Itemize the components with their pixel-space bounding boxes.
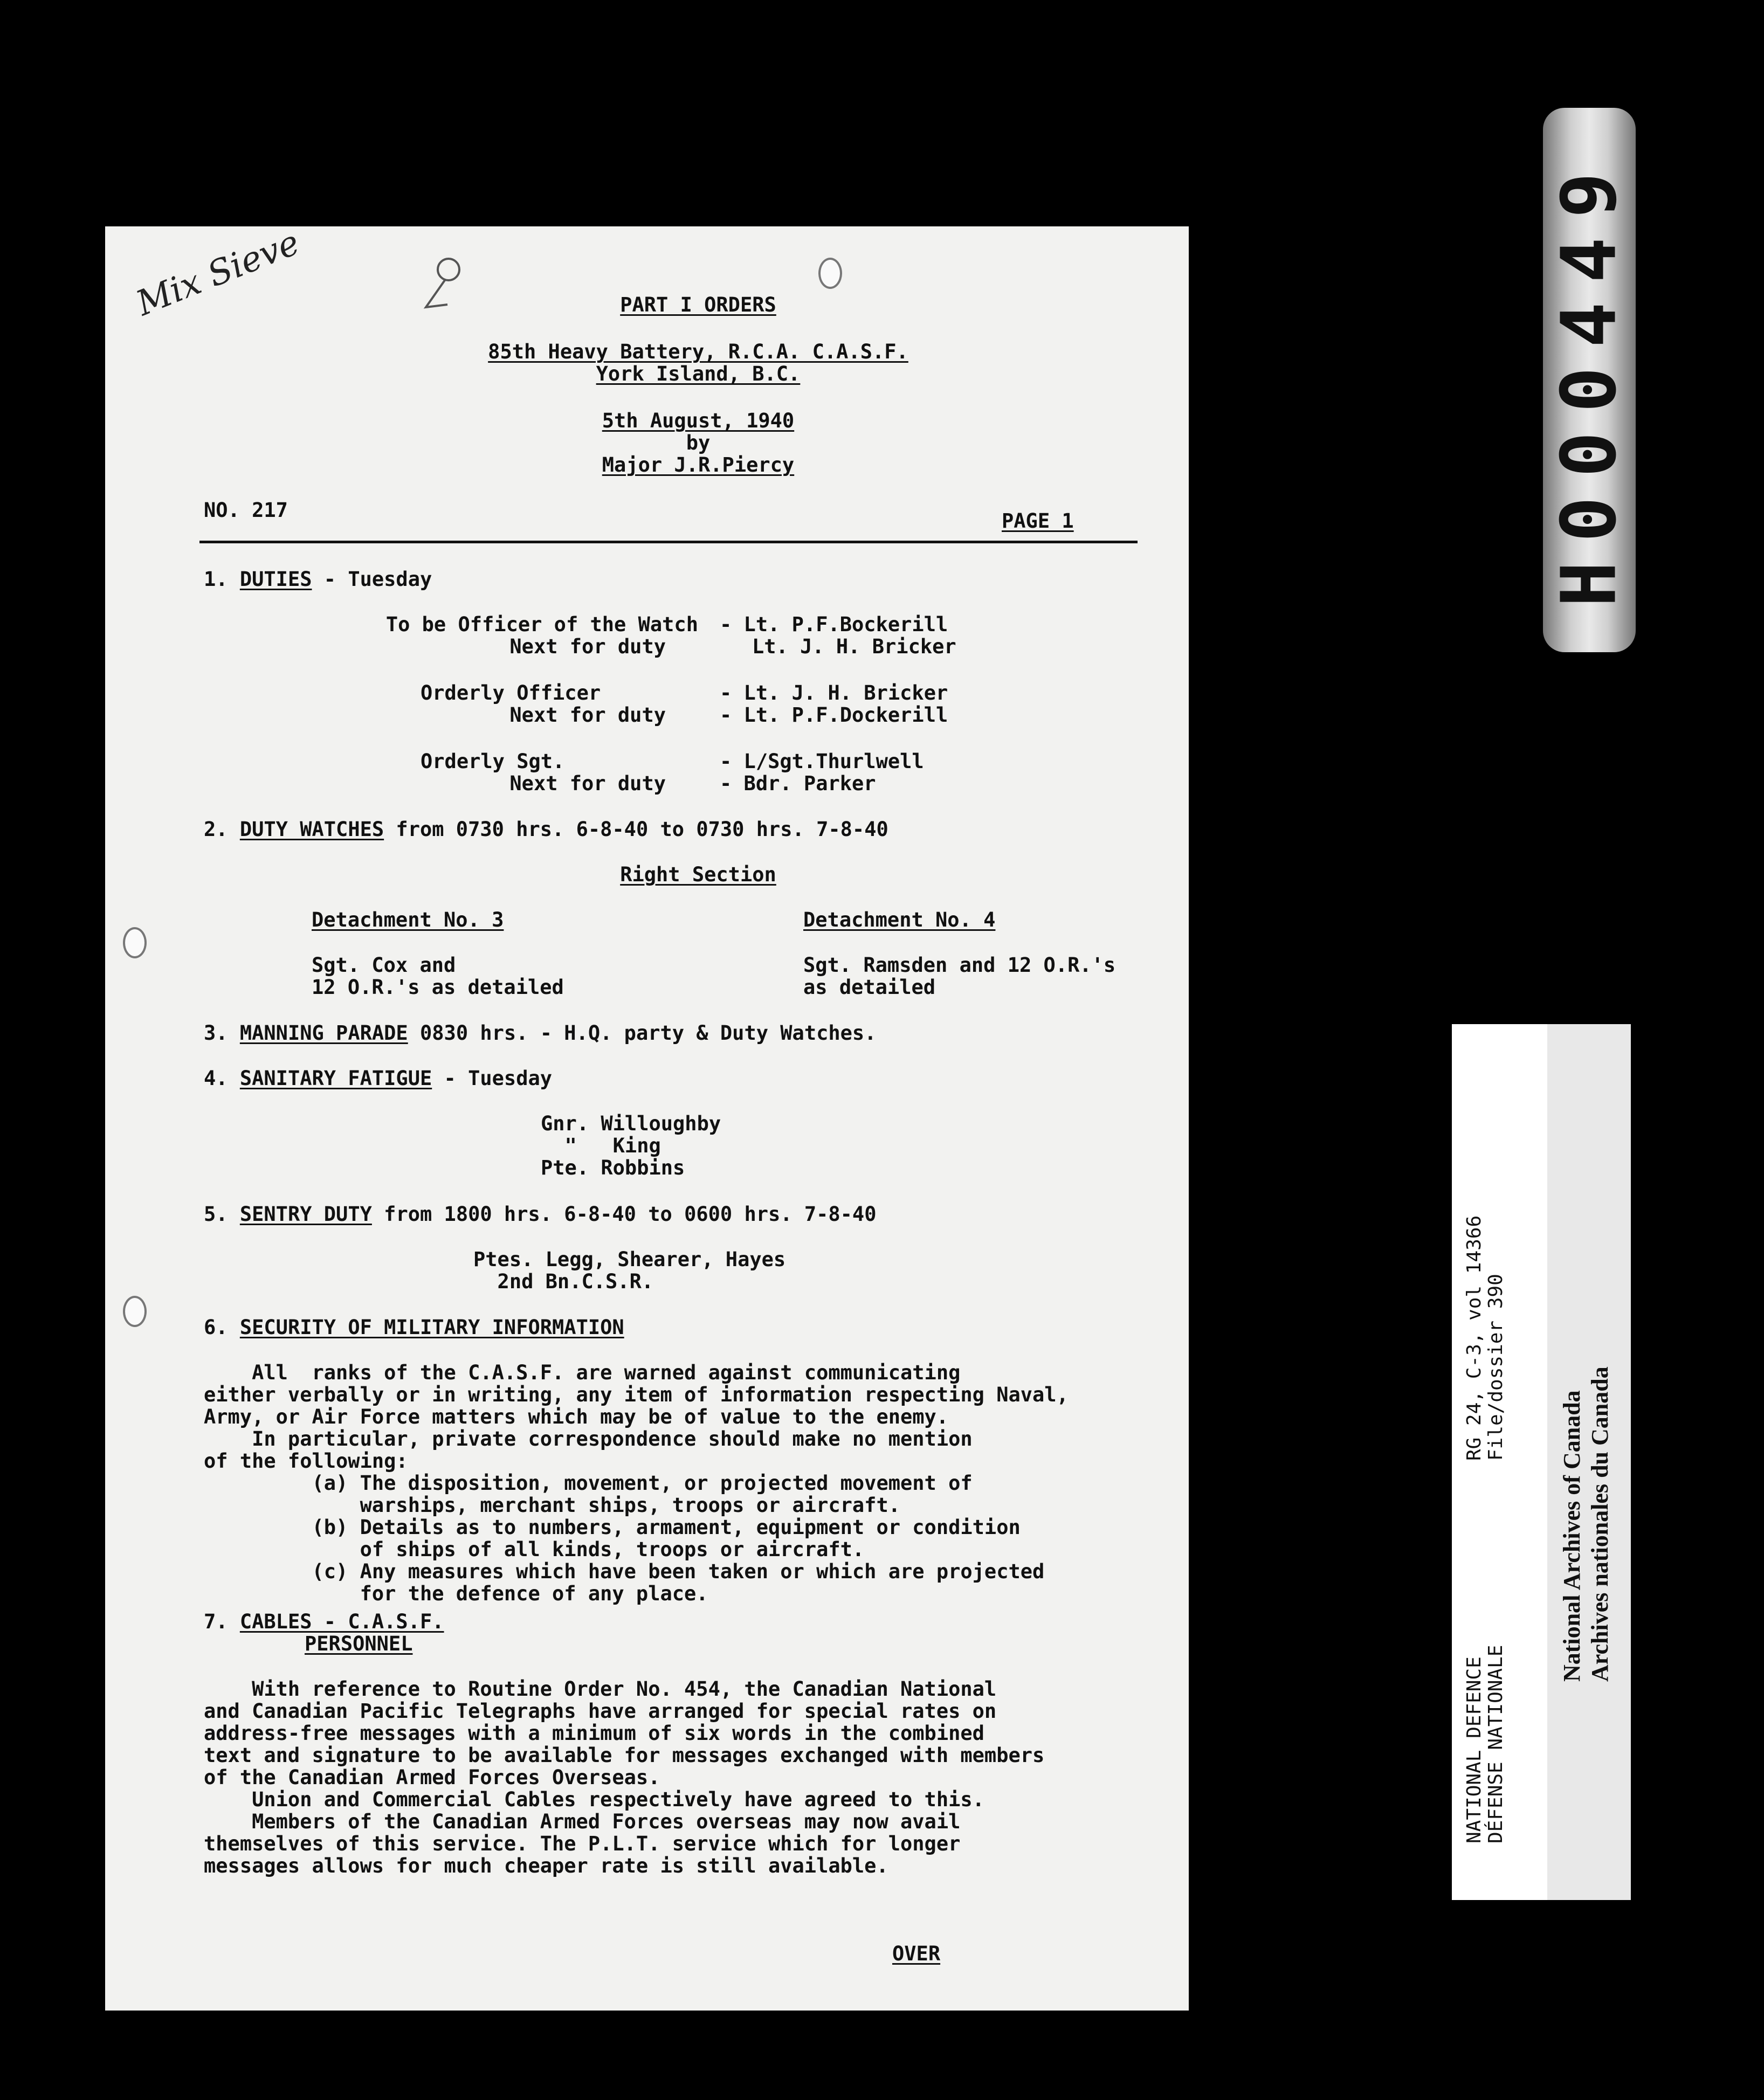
duty-role: Next for duty [509,635,666,658]
orders-title: PART I ORDERS [620,293,776,316]
sentry-names: Ptes. Legg, Shearer, Hayes 2nd Bn.C.S.R. [473,1248,786,1293]
item-duties-heading: 1. DUTIES - Tuesday [204,568,432,591]
unit-name: 85th Heavy Battery, R.C.A. C.A.S.F. [488,340,908,363]
item-manning-heading: 3. MANNING PARADE 0830 hrs. - H.Q. party & Duty Watches. [204,1021,877,1045]
over-label: OVER [892,1942,941,1965]
pencil-scribble-icon [415,253,464,323]
duty-name: - L/Sgt.Thurlwell [720,750,924,773]
order-date: 5th August, 1940 [602,409,795,432]
handwritten-signature: Mix Sieve [130,223,305,324]
archive-department: NATIONAL DEFENCE DÉFENSE NATIONALE [1463,1645,1507,1843]
duty-name: - Lt. J. H. Bricker [720,681,948,704]
duty-role: Orderly Officer [421,681,601,704]
item-sentry-heading: 5. SENTRY DUTY from 1800 hrs. 6-8-40 to 0600 hrs. 7-8-40 [204,1203,877,1226]
order-by: by [686,431,711,454]
detachment-right-body: Sgt. Ramsden and 12 O.R.'s as detailed [803,954,1116,999]
duty-role: Next for duty [509,772,666,795]
sanitary-names: Gnr. Willoughby " King Pte. Robbins [541,1112,721,1179]
item-cables-heading: 7. CABLES - C.A.S.F. [204,1610,444,1633]
unit-location: York Island, B.C. [596,362,801,385]
item-security-heading: 6. SECURITY OF MILITARY INFORMATION [204,1316,624,1339]
duty-role: To be Officer of the Watch [385,613,698,636]
section-title: Right Section [620,863,776,886]
frame-counter [1543,108,1636,652]
duty-role: Next for duty [509,703,666,727]
duty-name: - Lt. P.F.Bockerill [720,613,948,636]
order-number: NO. 217 [204,499,288,522]
frame-number: H000449 [1545,153,1634,607]
security-body: All ranks of the C.A.S.F. are warned against communicating either verbally or in writing, any item of information respecting Naval, Army, or Air Force matters which may be of value to the enemy. In particular, private correspondence should make no mention of the following: (a) The disposition, movement, or projected movement of warships, merchant ships, troops or aircraft. (b) Details as to numbers, armament, equipment or condition of ships of all kinds, troops or aircraft. (c) Any measures which have been taken or which are projected for the defence of any place. [204,1361,1069,1605]
archive-reference: RG 24, C-3, vol 14366 File/dossier 390 [1463,1215,1507,1461]
page-label: PAGE 1 [1002,509,1074,533]
cables-body: With reference to Routine Order No. 454, the Canadian National and Canadian Pacific Telegraphs have arranged for special rates on address-free messages with a minimum of six words in the combined text and signature to be available for messages exchanged with members of the Canadian Armed Forces Overseas. Union and Commercial Cables respectively have agreed to this. Members of the Canadian Armed Forces overseas may now avail themselves of this service. The P.L.T. service which for longer messages allows for much cheaper rate is still available. [204,1677,1045,1877]
detachment-left-title: Detachment No. 3 [312,908,504,931]
punch-hole-left-upper [123,927,147,958]
archive-institution: National Archives of Canada Archives nationales du Canada [1559,1366,1613,1682]
item-sanitary-heading: 4. SANITARY FATIGUE - Tuesday [204,1067,553,1090]
cables-subheading: PERSONNEL [305,1632,413,1655]
detachment-left-body: Sgt. Cox and 12 O.R.'s as detailed [312,954,564,999]
punch-hole-left-lower [123,1296,147,1327]
duty-role: Orderly Sgt. [421,750,565,773]
punch-hole-top [818,258,842,289]
duty-name: - Lt. P.F.Dockerill [720,703,948,727]
item-duty-watches-heading: 2. DUTY WATCHES from 0730 hrs. 6-8-40 to 0730 hrs. 7-8-40 [204,818,888,841]
duty-name: - Bdr. Parker [720,772,876,795]
header-rule [199,541,1138,543]
duty-name: Lt. J. H. Bricker [752,635,956,658]
detachment-right-title: Detachment No. 4 [803,908,996,931]
commanding-officer: Major J.R.Piercy [602,453,795,476]
